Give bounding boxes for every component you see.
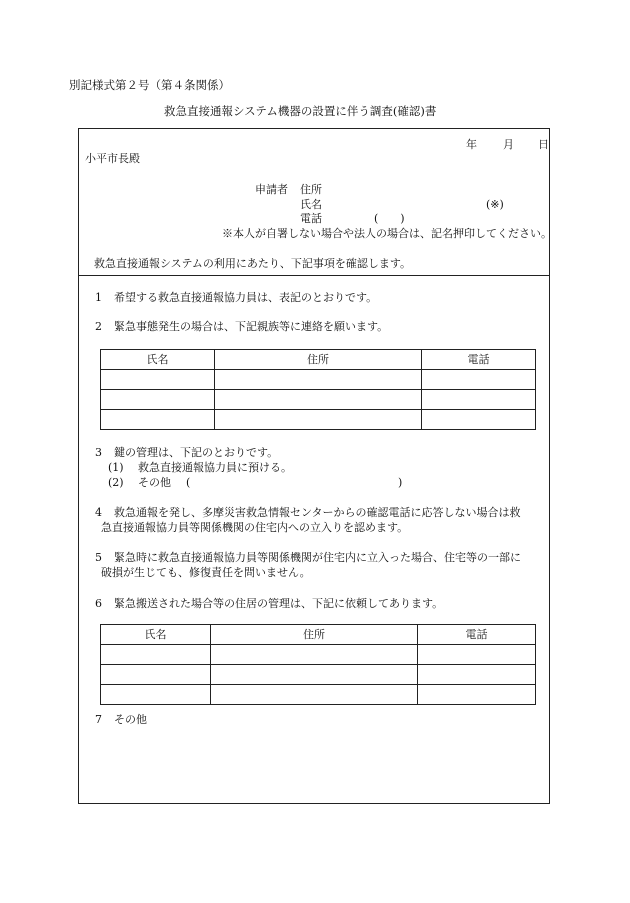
table-header-row	[101, 625, 536, 645]
intro-text: 救急直接通報システムの利用にあたり、下記事項を確認します。	[94, 257, 412, 270]
other-close-paren: )	[398, 476, 403, 489]
applicant-address-label[interactable]: 住所	[300, 183, 322, 196]
item-3-text: 鍵の管理は、下記のとおりです。	[114, 446, 279, 459]
phone-cell[interactable]	[422, 370, 536, 390]
item-4-line-1: 救急通報を発し、多摩災害救急情報センターからの確認電話に応答しない場合は救	[114, 506, 521, 519]
table-row	[101, 685, 536, 705]
item-7-number: 7	[95, 713, 102, 726]
item-1-text: 希望する救急直接通報協力員は、表記のとおりです。	[114, 291, 378, 304]
item-1-number: 1	[95, 291, 102, 304]
table-row	[101, 645, 536, 665]
other-open-paren: (	[186, 476, 191, 489]
residence-manager-table	[100, 624, 536, 705]
table-row	[101, 665, 536, 685]
form-number: 別記様式第２号（第４条関係）	[69, 78, 230, 92]
address-cell[interactable]	[211, 645, 418, 665]
item-4-line-2: 急直接通報協力員等関係機関の住宅内への立入りを認めます。	[101, 521, 409, 534]
item-6-number: 6	[95, 597, 102, 610]
address-cell[interactable]	[215, 370, 422, 390]
signature-note: ※本人が自署しない場合や法人の場合は、記名押印してください。	[222, 227, 552, 240]
address-cell[interactable]	[215, 410, 422, 430]
item-2-text: 緊急事態発生の場合は、下記親族等に連絡を願います。	[114, 320, 389, 333]
item-3-number: 3	[95, 446, 102, 459]
addressee: 小平市長殿	[85, 152, 140, 165]
name-cell[interactable]	[101, 410, 215, 430]
address-cell[interactable]	[215, 390, 422, 410]
applicant-label: 申請者	[255, 183, 288, 196]
date-day[interactable]: 日	[538, 138, 549, 151]
date-year[interactable]: 年	[466, 138, 477, 151]
document-title: 救急直接通報システム機器の設置に伴う調査(確認)書	[164, 104, 437, 118]
table-row	[101, 370, 536, 390]
item-2-number: 2	[95, 320, 102, 333]
date-month[interactable]: 月	[503, 138, 514, 151]
column-header-phone: 電話	[418, 625, 536, 645]
column-header-address: 住所	[215, 350, 422, 370]
name-mark: (※)	[486, 198, 504, 211]
table-header-row	[101, 350, 536, 370]
phone-parens: ( )	[374, 212, 405, 225]
column-header-name: 氏名	[101, 350, 215, 370]
table-row	[101, 410, 536, 430]
item-3-option-2-text[interactable]: その他	[138, 476, 171, 489]
item-3-option-1-number: (1)	[108, 461, 124, 474]
phone-cell[interactable]	[418, 645, 536, 665]
applicant-name-label[interactable]: 氏名	[300, 198, 322, 211]
address-cell[interactable]	[211, 685, 418, 705]
applicant-phone-label[interactable]: 電話	[300, 212, 322, 225]
name-cell[interactable]	[101, 645, 211, 665]
phone-cell[interactable]	[418, 685, 536, 705]
item-7-text: その他	[114, 713, 147, 726]
phone-cell[interactable]	[418, 665, 536, 685]
name-cell[interactable]	[101, 685, 211, 705]
name-cell[interactable]	[101, 370, 215, 390]
phone-cell[interactable]	[422, 390, 536, 410]
relatives-contact-table	[100, 349, 536, 430]
column-header-name: 氏名	[101, 625, 211, 645]
name-cell[interactable]	[101, 665, 211, 685]
item-3-option-2-number: (2)	[108, 476, 124, 489]
table-row	[101, 390, 536, 410]
other-remarks-area[interactable]	[90, 730, 540, 796]
item-5-number: 5	[95, 551, 102, 564]
name-cell[interactable]	[101, 390, 215, 410]
column-header-address: 住所	[211, 625, 418, 645]
item-6-text: 緊急搬送された場合等の住居の管理は、下記に依頼してあります。	[114, 597, 444, 610]
item-5-line-1: 緊急時に救急直接通報協力員等関係機関が住宅内に立入った場合、住宅等の一部に	[114, 551, 521, 564]
column-header-phone: 電話	[422, 350, 536, 370]
address-cell[interactable]	[211, 665, 418, 685]
item-4-number: 4	[95, 506, 102, 519]
item-5-line-2: 破損が生じても、修復責任を問いません。	[101, 566, 311, 579]
phone-cell[interactable]	[422, 410, 536, 430]
item-3-option-1-text[interactable]: 救急直接通報協力員に預ける。	[138, 461, 292, 474]
